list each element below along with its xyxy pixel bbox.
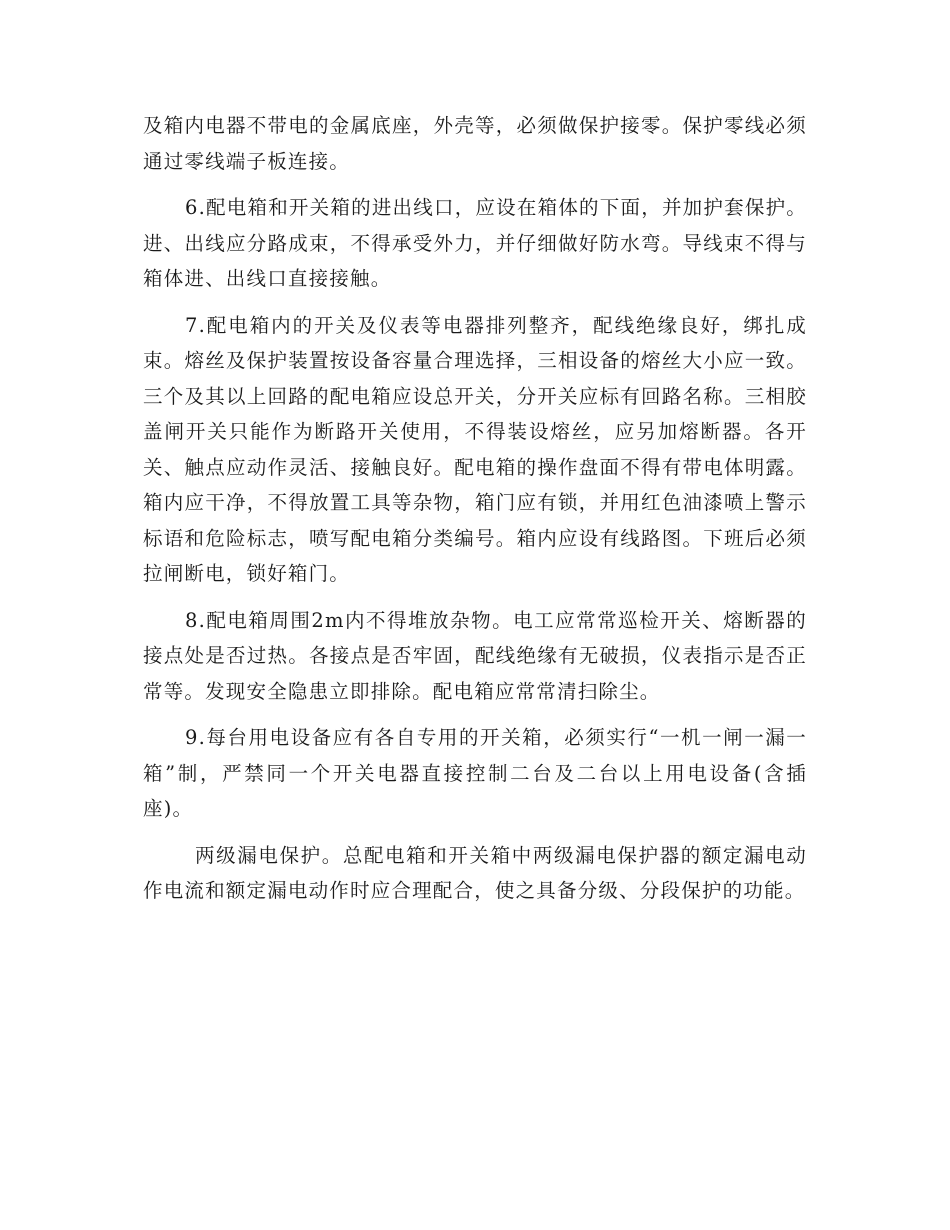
paragraph-item-6: 6.配电箱和开关箱的进出线口，应设在箱体的下面，并加护套保护。进、出线应分路成束，不得承受外力，并仔细做好防水弯。导线束不得与箱体进、出线口直接接触。 — [143, 196, 807, 290]
paragraph-leakage-protection: 两级漏电保护。总配电箱和开关箱中两级漏电保护器的额定漏电动作电流和额定漏电动作时应合理配合，使之具备分级、分段保护的功能。 — [143, 843, 807, 902]
paragraph-item-7: 7.配电箱内的开关及仪表等电器排列整齐，配线绝缘良好，绑扎成束。熔丝及保护装置按设备容量合理选择，三相设备的熔丝大小应一致。三个及其以上回路的配电箱应设总开关，分开关应标有回路名称。三相胶盖闸开关只能作为断路开关使用，不得装设熔丝，应另加熔断器。各开关、触点应动作灵活、接触良好。配电箱的操作盘面不得有带电体明露。箱内应干净，不得放置工具等杂物，箱门应有锁，并用红色油漆喷上警示标语和危险标志，喷写配电箱分类编号。箱内应设有线路图。下班后必须拉闸断电，锁好箱门。 — [143, 313, 807, 585]
document-body — [143, 108, 807, 909]
paragraph-item-9: 9.每台用电设备应有各自专用的开关箱，必须实行“一机一闸一漏一箱”制，严禁同一个开关电器直接控制二台及二台以上用电设备(含插座)。 — [143, 726, 807, 820]
paragraph-item-8: 8.配电箱周围2m内不得堆放杂物。电工应常常巡检开关、熔断器的接点处是否过热。各接点是否牢固，配线绝缘有无破损，仪表指示是否正常等。发现安全隐患立即排除。配电箱应常常清扫除尘。 — [143, 608, 807, 703]
paragraph-continuation: 及箱内电器不带电的金属底座，外壳等，必须做保护接零。保护零线必须通过零线端子板连接。 — [143, 114, 807, 173]
